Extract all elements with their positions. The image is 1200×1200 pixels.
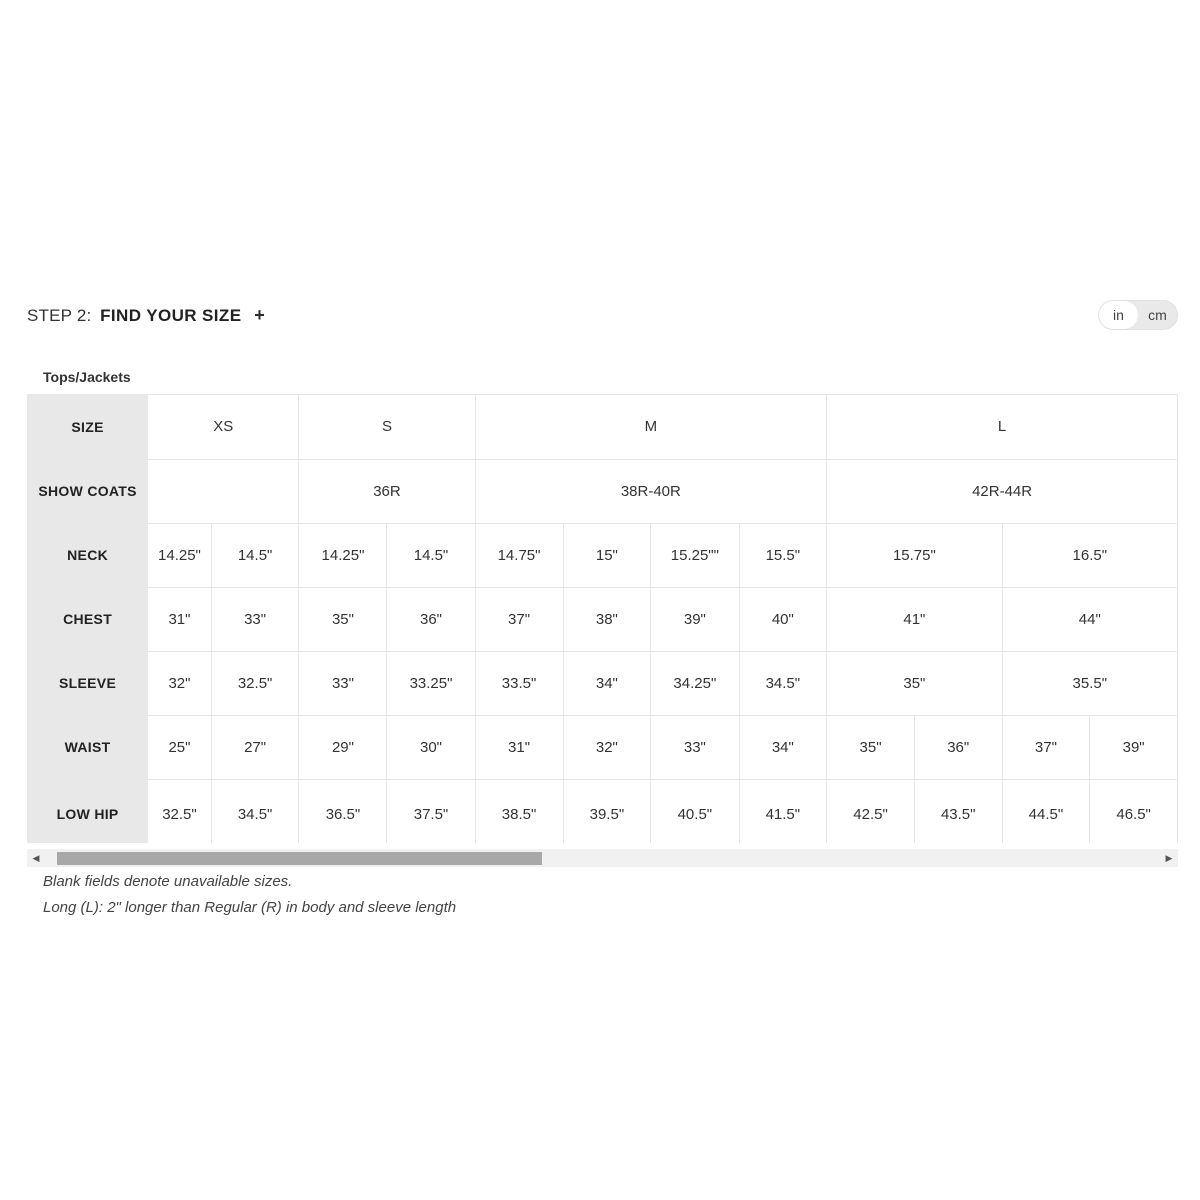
neck-cell: 14.5" [211,523,299,587]
neck-cell: 15.75" [827,523,1002,587]
expand-plus-icon[interactable]: + [254,305,265,325]
sleeve-cell: 35.5" [1002,651,1177,715]
note-blank-fields: Blank fields denote unavailable sizes. [43,873,293,890]
size-cell: M [475,395,827,459]
unit-option-cm[interactable]: cm [1148,307,1167,323]
scrollbar-thumb[interactable] [57,852,542,865]
table-row [27,587,1178,651]
chest-cell: 37" [475,587,563,651]
waist-cell: 27" [211,715,299,779]
chest-cell: 31" [148,587,211,651]
size-cell: L [827,395,1178,459]
waist-cell: 25" [148,715,211,779]
row-label-show-coats: SHOW COATS [27,459,148,523]
sleeve-cell: 32" [148,651,211,715]
waist-cell: 34" [739,715,827,779]
row-label-low-hip: LOW HIP [27,779,148,843]
sleeve-cell: 34" [563,651,651,715]
neck-cell: 16.5" [1002,523,1177,587]
low-hip-cell: 44.5" [1002,779,1090,843]
low-hip-cell: 37.5" [387,779,475,843]
waist-cell: 35" [827,715,915,779]
sleeve-cell: 33.5" [475,651,563,715]
chest-cell: 38" [563,587,651,651]
low-hip-cell: 46.5" [1090,779,1178,843]
table-row [27,523,1178,587]
note-long-length: Long (L): 2" longer than Regular (R) in body and sleeve length [43,899,457,916]
waist-cell: 30" [387,715,475,779]
neck-cell: 14.25" [148,523,211,587]
table-title: Tops/Jackets [43,369,131,385]
chest-cell: 39" [651,587,739,651]
sleeve-cell: 33" [299,651,387,715]
neck-cell: 14.25" [299,523,387,587]
chest-cell: 35" [299,587,387,651]
step-header[interactable] [27,305,265,326]
row-label-size: SIZE [27,395,148,459]
row-label-sleeve: SLEEVE [27,651,148,715]
show-coats-cell: 38R-40R [475,459,827,523]
low-hip-cell: 43.5" [914,779,1002,843]
size-chart-scroll-area[interactable] [27,394,1178,850]
row-label-chest: CHEST [27,587,148,651]
waist-cell: 36" [914,715,1002,779]
scroll-left-arrow-icon[interactable]: ◀ [32,852,40,863]
neck-cell: 15.5" [739,523,827,587]
size-chart-table [27,395,1178,843]
neck-cell: 14.5" [387,523,475,587]
neck-cell: 15.25"" [651,523,739,587]
low-hip-cell: 41.5" [739,779,827,843]
waist-cell: 37" [1002,715,1090,779]
step-prefix: STEP 2: [27,306,92,325]
step-title: FIND YOUR SIZE [100,306,242,325]
low-hip-cell: 39.5" [563,779,651,843]
table-row [27,779,1178,843]
table-row [27,715,1178,779]
size-cell: XS [148,395,299,459]
waist-cell: 33" [651,715,739,779]
low-hip-cell: 34.5" [211,779,299,843]
sleeve-cell: 35" [827,651,1002,715]
low-hip-cell: 42.5" [827,779,915,843]
horizontal-scrollbar[interactable] [27,849,1178,867]
table-row [27,651,1178,715]
unit-option-in[interactable]: in [1099,301,1138,329]
unit-toggle[interactable] [1098,300,1178,330]
row-label-neck: NECK [27,523,148,587]
sleeve-cell: 33.25" [387,651,475,715]
chest-cell: 36" [387,587,475,651]
low-hip-cell: 36.5" [299,779,387,843]
show-coats-cell: 42R-44R [827,459,1178,523]
low-hip-cell: 32.5" [148,779,211,843]
sleeve-cell: 34.25" [651,651,739,715]
table-row [27,459,1178,523]
sleeve-cell: 34.5" [739,651,827,715]
show-coats-cell: 36R [299,459,475,523]
waist-cell: 32" [563,715,651,779]
chest-cell: 44" [1002,587,1177,651]
low-hip-cell: 40.5" [651,779,739,843]
row-label-waist: WAIST [27,715,148,779]
waist-cell: 29" [299,715,387,779]
neck-cell: 14.75" [475,523,563,587]
table-row [27,395,1178,459]
neck-cell: 15" [563,523,651,587]
scroll-right-arrow-icon[interactable]: ▶ [1165,852,1173,863]
sleeve-cell: 32.5" [211,651,299,715]
low-hip-cell: 38.5" [475,779,563,843]
chest-cell: 40" [739,587,827,651]
size-cell: S [299,395,475,459]
show-coats-cell [148,459,299,523]
chest-cell: 33" [211,587,299,651]
waist-cell: 39" [1090,715,1178,779]
chest-cell: 41" [827,587,1002,651]
waist-cell: 31" [475,715,563,779]
